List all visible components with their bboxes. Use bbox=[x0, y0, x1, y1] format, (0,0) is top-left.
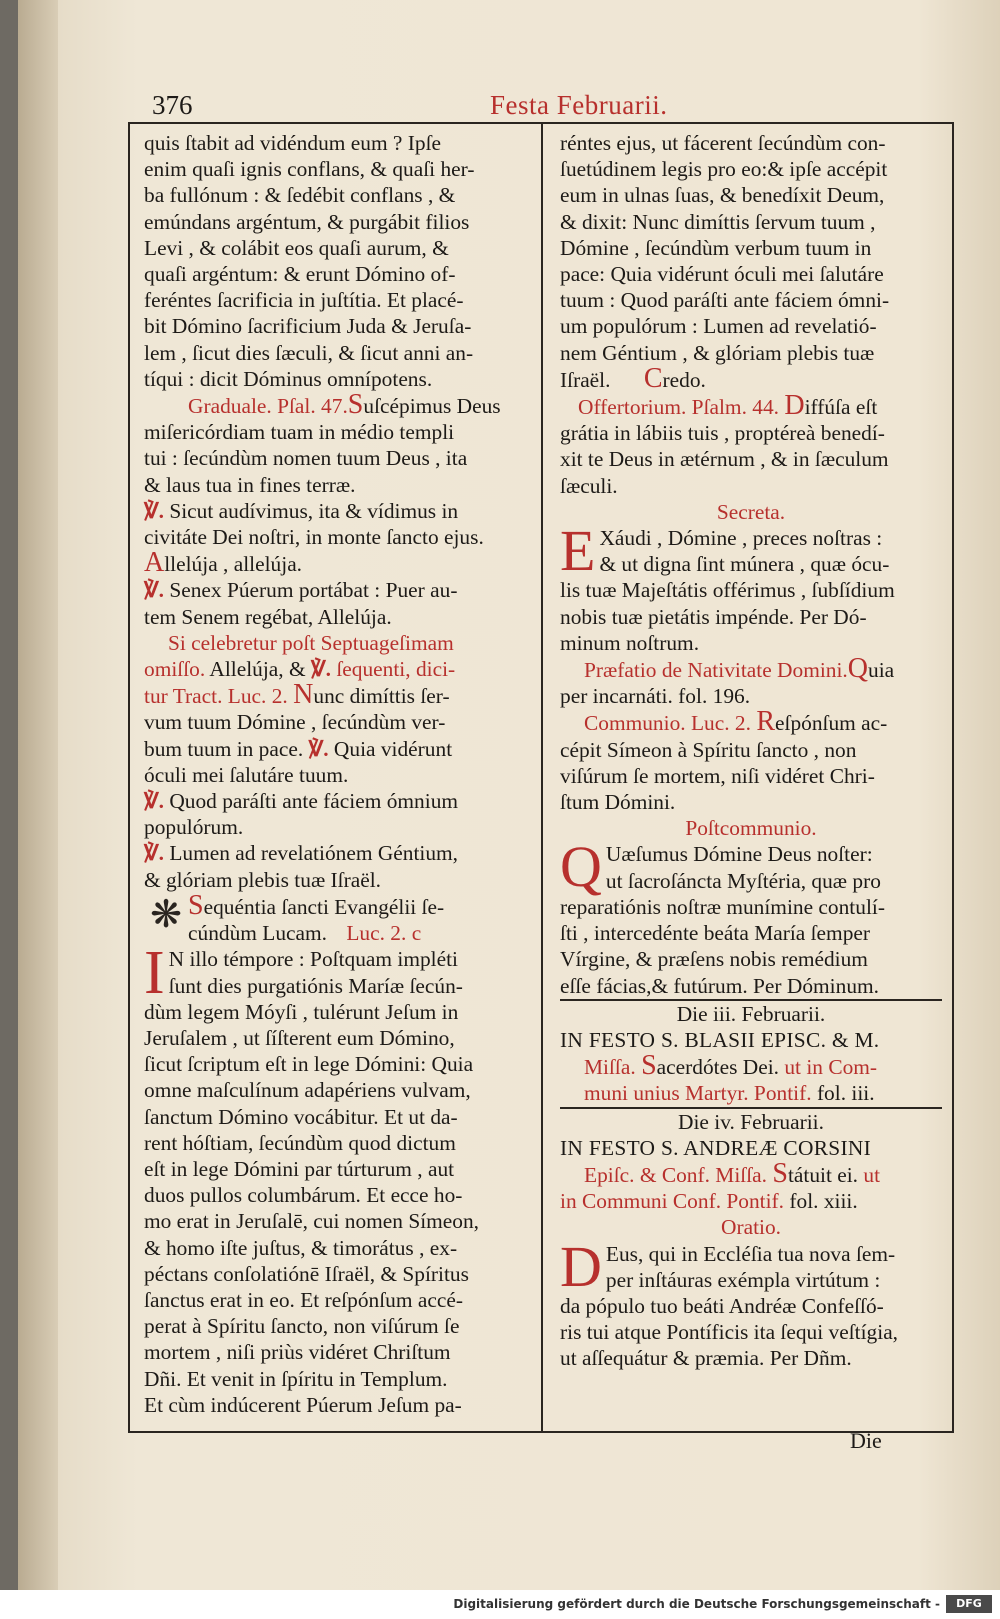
text-frame bbox=[128, 122, 954, 1433]
rubric-text: Si celebretur poſt Septuageſimam bbox=[168, 630, 454, 655]
feast-blasius bbox=[560, 1001, 942, 1107]
text-line: dùm legem Móyſi , tulérunt Jeſum in bbox=[144, 999, 459, 1024]
text-line: ris tui atque Pontíficis ita ſequi veſtígia, bbox=[560, 1320, 899, 1345]
text-line: bum tuum in pace. bbox=[144, 736, 304, 761]
text-line: unc dimíttis ſer- bbox=[313, 684, 450, 709]
text-line: uia bbox=[868, 658, 895, 683]
column-divider bbox=[541, 124, 543, 1431]
gospel-continuation bbox=[560, 130, 942, 366]
text-line: equéntia ſancti Evangélii ſe- bbox=[203, 894, 445, 919]
text-line: réntes ejus, ut fácerent ſecúndùm con- bbox=[560, 131, 886, 155]
text-line: civitáte Dei noſtri, in monte ſancto ejus. bbox=[144, 525, 484, 550]
text-line: rent hóſtiam, ſecúndùm quod dictum bbox=[144, 1130, 456, 1155]
text-line: viſúrum ſe mortem, niſi vidéret Chri- bbox=[560, 763, 875, 788]
text-line: da pópulo tuo beáti Andréæ Confeſſó- bbox=[560, 1293, 884, 1318]
text-line: xit te Deus in ætérnum , & in ſæculum bbox=[560, 447, 889, 472]
text-line: ut aſſequátur & præmia. Per Dñm. bbox=[560, 1346, 852, 1371]
text-line: lis tuæ Majeſtátis offérimus , ſubſídium bbox=[560, 578, 895, 603]
text-line: Quod paráſti ante fáciem ómnium bbox=[169, 789, 459, 814]
feast-date: Die iv. Februarii. bbox=[678, 1109, 824, 1134]
text-line: um populórum : Lumen ad revelatió- bbox=[560, 314, 877, 339]
text-line: mo erat in Jeruſalē, cui nomen Símeon, bbox=[144, 1209, 480, 1234]
text-line: Dómine , ſecúndùm verbum tuum in bbox=[560, 235, 872, 260]
text-line: grátia in lábiis tuis , proptéreà benedí- bbox=[560, 421, 885, 446]
text-line: llelúja , allelúja. bbox=[164, 552, 303, 577]
text-line: nobis tuæ pietátis impénde. Per Dó- bbox=[560, 604, 867, 629]
versicle-symbol: ℣. bbox=[311, 657, 331, 682]
text-line: Sicut audívimus, ita & vídimus in bbox=[169, 498, 459, 523]
text-line: Eus, qui in Eccléſia tua nova ſem- bbox=[605, 1241, 896, 1266]
versicle bbox=[144, 788, 536, 840]
rubric-text: in Communi Conf. Pontif. bbox=[560, 1189, 785, 1214]
text-line: Xáudi , Dómine , preces noſtras : bbox=[599, 526, 883, 551]
versicle-symbol: ℣. bbox=[144, 578, 164, 603]
secreta-drop-initial: E bbox=[560, 518, 596, 584]
gospel-text bbox=[144, 939, 536, 1418]
text-line: bit Dómino ſacrificium Juda & Jeruſa- bbox=[144, 314, 472, 339]
text-line: Iſraël. bbox=[560, 367, 611, 392]
text-line: fol. xiii. bbox=[789, 1189, 858, 1214]
offertorium bbox=[560, 390, 942, 499]
text-line: Levi , & colábit eos quaſi aurum, & bbox=[144, 235, 449, 260]
feast-corsini bbox=[560, 1109, 942, 1372]
text-line: & ut digna ſint múnera , quæ ócu- bbox=[599, 552, 890, 577]
lesson-text bbox=[144, 130, 536, 392]
text-line: N illo témpore : Poſtquam impléti bbox=[168, 947, 458, 972]
floral-ornament-icon: ❋ bbox=[150, 893, 182, 936]
rubric-text: omiſſo. bbox=[144, 657, 206, 682]
text-line: cépit Símeon à Spíritu ſancto , non bbox=[560, 737, 857, 762]
feast-date: Die iii. Februarii. bbox=[676, 1001, 826, 1026]
offertorium-initial: D bbox=[784, 390, 805, 422]
section-title: Secreta. bbox=[716, 499, 786, 524]
text-line: mortem , niſi priùs vidéret Chriſtum bbox=[144, 1340, 451, 1365]
text-line: vum tuum Dómine , ſecúndùm ver- bbox=[144, 710, 446, 735]
rubric-text: ut in Com- bbox=[784, 1055, 878, 1080]
text-line: eſpónſum ac- bbox=[775, 711, 888, 736]
text-line: Dñi. Et venit in ſpíritu in Templum. bbox=[144, 1366, 448, 1391]
rubric-text: Epiſc. & Conf. Miſſa. bbox=[584, 1162, 767, 1187]
text-line: Allelúja, & bbox=[209, 657, 306, 682]
text-line: ut ſacroſáncta Myſtéria, quæ pro bbox=[605, 868, 881, 893]
text-line: reparatiónis noſtræ munímine contulí- bbox=[560, 894, 885, 919]
text-line: minum noſtrum. bbox=[560, 630, 700, 655]
sequentia-initial: S bbox=[188, 889, 204, 921]
versicle-senex bbox=[144, 577, 536, 629]
text-line: eſſe fácias,& futúrum. Per Dóminum. bbox=[560, 973, 880, 998]
text-line: & laus tua in fines terræ. bbox=[144, 472, 356, 497]
postcommunio-drop-initial: Q bbox=[560, 834, 602, 900]
text-line: ſanctus erat in eo. Et reſpónſum accé- bbox=[144, 1287, 463, 1312]
postcommunio bbox=[560, 815, 942, 998]
text-line: iffúſa eſt bbox=[804, 395, 878, 420]
text-line: Vírgine, & præſens nobis remédium bbox=[560, 947, 868, 972]
footer-bar bbox=[0, 1590, 1000, 1619]
text-line: omne maſculínum adapériens vulvam, bbox=[144, 1078, 471, 1103]
text-line: acerdótes Dei. bbox=[656, 1055, 779, 1080]
sequentia bbox=[144, 889, 536, 946]
text-line: Senex Púerum portábat : Puer au- bbox=[169, 578, 458, 603]
text-line: Uæſumus Dómine Deus noſter: bbox=[605, 842, 873, 867]
graduale bbox=[144, 389, 536, 498]
text-line: tem Senem regébat, Allelúja. bbox=[144, 604, 392, 629]
versicle-symbol: ℣. bbox=[144, 498, 164, 523]
left-column bbox=[144, 130, 536, 1425]
text-line: fol. iii. bbox=[816, 1081, 875, 1106]
rubric-text: Miſſa. bbox=[584, 1055, 636, 1080]
text-line: duos pullos columbárum. Et ecce ho- bbox=[144, 1183, 463, 1208]
text-line: óculi mei ſalutáre tuum. bbox=[144, 762, 349, 787]
text-line: per incarnáti. fol. 196. bbox=[560, 684, 751, 709]
text-line: péctans conſolatiónē Iſraël, & Spíritus bbox=[144, 1261, 469, 1286]
text-line: nem Géntium , & glóriam plebis tuæ bbox=[560, 340, 875, 365]
versicle-symbol: ℣. bbox=[144, 789, 164, 814]
feast-title: IN FESTO S. BLASII EPISC. & M. bbox=[560, 1027, 880, 1052]
oratio-drop-initial: D bbox=[560, 1233, 602, 1299]
text-line: Lumen ad revelatiónem Géntium, bbox=[169, 841, 459, 866]
text-line: ſti , intercedénte beáta María ſemper bbox=[560, 921, 871, 946]
text-line: miſericórdiam tuam in médio templi bbox=[144, 420, 455, 445]
text-line: ſicut ſcriptum eſt in lege Dómini: Quia bbox=[144, 1052, 474, 1077]
running-title: Festa Februarii. bbox=[490, 90, 668, 120]
text-line: emúndans argéntum, & purgábit filios bbox=[144, 209, 470, 234]
alleluia-initial: A bbox=[144, 547, 165, 579]
page-number: 376 bbox=[152, 90, 193, 120]
section-title: Oratio. bbox=[721, 1215, 781, 1240]
text-line: Quia vidérunt bbox=[333, 736, 453, 761]
text-line: pace: Quia vidérunt óculi mei ſalutáre bbox=[560, 262, 884, 287]
text-line: redo. bbox=[662, 367, 706, 392]
credo bbox=[560, 362, 942, 394]
alleluia bbox=[144, 547, 536, 579]
book-spine bbox=[18, 0, 58, 1590]
introit-initial: S bbox=[772, 1157, 788, 1189]
versicle bbox=[144, 840, 536, 892]
text-line: enim quaſi ignis conflans, & quaſi her- bbox=[144, 157, 475, 182]
versicle-symbol: ℣. bbox=[144, 841, 164, 866]
communio bbox=[560, 706, 942, 815]
text-line: quaſi argéntum: & erunt Dómino of- bbox=[144, 262, 456, 287]
tract-initial: N bbox=[293, 679, 314, 711]
rubric-text: tur Tract. Luc. 2. bbox=[144, 684, 288, 709]
communio-initial: R bbox=[756, 706, 776, 738]
feast-title: IN FESTO S. ANDREÆ CORSINI bbox=[560, 1135, 872, 1160]
introit-initial: S bbox=[641, 1050, 657, 1082]
graduale-rubric: Graduale. Pſal. 47. bbox=[188, 394, 348, 419]
catchword: Die bbox=[850, 1428, 882, 1453]
rubric-text: muni unius Martyr. Pontif. bbox=[584, 1081, 812, 1106]
versicle bbox=[144, 498, 536, 550]
rubric-text: Præfatio de Nativitate Domini. bbox=[584, 658, 848, 683]
versicle-symbol: ℣. bbox=[308, 736, 329, 761]
text-line: ſanctum Dómino vocábitur. Et ut da- bbox=[144, 1104, 458, 1129]
text-line: quis ſtabit ad vidéndum eum ? Ipſe bbox=[144, 131, 442, 155]
text-line: ſuetúdinem legis pro eo:& ipſe accépit bbox=[560, 157, 888, 182]
praefatio-initial: Q bbox=[847, 653, 869, 685]
text-line: tuum : Quod paráſti ante fáciem ómni- bbox=[560, 288, 890, 313]
text-line: & homo iſte juſtus, & timorátus , ex- bbox=[144, 1235, 458, 1260]
gospel-reference: Luc. 2. c bbox=[346, 921, 422, 946]
text-line: feréntes ſacrificia in juſtítia. Et placé- bbox=[144, 288, 464, 313]
text-line: & dixit: Nunc dimíttis ſervum tuum , bbox=[560, 209, 876, 234]
graduale-initial: S bbox=[347, 389, 364, 421]
text-line: eſt in lege Dómini par túrturum , aut bbox=[144, 1156, 455, 1181]
dfg-logo: DFG bbox=[946, 1595, 992, 1613]
text-line: eum in ulnas ſuas, & benedíxit Deum, bbox=[560, 183, 885, 208]
rubric-text: Offertorium. Pſalm. 44. bbox=[578, 395, 780, 420]
gospel-drop-initial: I bbox=[144, 939, 165, 1008]
text-line: ſunt dies purgatiónis Maríæ ſecún- bbox=[168, 973, 463, 998]
funding-credit: Digitalisierung gefördert durch die Deutsche Forschungsgemeinschaft - bbox=[453, 1597, 940, 1611]
secreta bbox=[560, 499, 942, 656]
rubric-text: ut bbox=[863, 1162, 881, 1187]
text-line: ba fullónum : & ſedébit conflans , & bbox=[144, 183, 456, 208]
right-column bbox=[560, 130, 942, 1425]
text-line: populórum. bbox=[144, 815, 244, 840]
text-line: cúndùm Lucam. bbox=[188, 921, 327, 946]
text-line: ſtum Dómini. bbox=[560, 790, 676, 815]
rubric-text: Communio. Luc. 2. bbox=[584, 711, 751, 736]
text-line: per inſtáuras exémpla virtútum : bbox=[605, 1267, 881, 1292]
text-line: tátuit ei. bbox=[787, 1162, 859, 1187]
rubric-text: ſequenti, dici- bbox=[336, 657, 456, 682]
text-line: tíqui : dicit Dóminus omnípotens. bbox=[144, 366, 433, 391]
praefatio bbox=[560, 653, 942, 709]
text-line: Et cùm indúcerent Púerum Jeſum pa- bbox=[144, 1392, 462, 1417]
section-title: Poſtcommunio. bbox=[685, 816, 817, 841]
septuagesima-rubric bbox=[144, 630, 536, 788]
text-line: uſcépimus Deus bbox=[363, 394, 501, 419]
text-line: tui : ſecúndùm nomen tuum Deus , ita bbox=[144, 446, 468, 471]
credo-initial: C bbox=[643, 362, 663, 394]
text-line: & glóriam plebis tuæ Iſraël. bbox=[144, 867, 382, 892]
text-line: perat à Spíritu ſancto, non viſúrum ſe bbox=[144, 1314, 460, 1339]
text-line: ſæculi. bbox=[560, 473, 618, 498]
text-line: Jeruſalem , ut ſíſterent eum Dómino, bbox=[144, 1025, 455, 1050]
text-line: lem , ſicut dies ſæculi, & ſicut anni an- bbox=[144, 340, 474, 365]
